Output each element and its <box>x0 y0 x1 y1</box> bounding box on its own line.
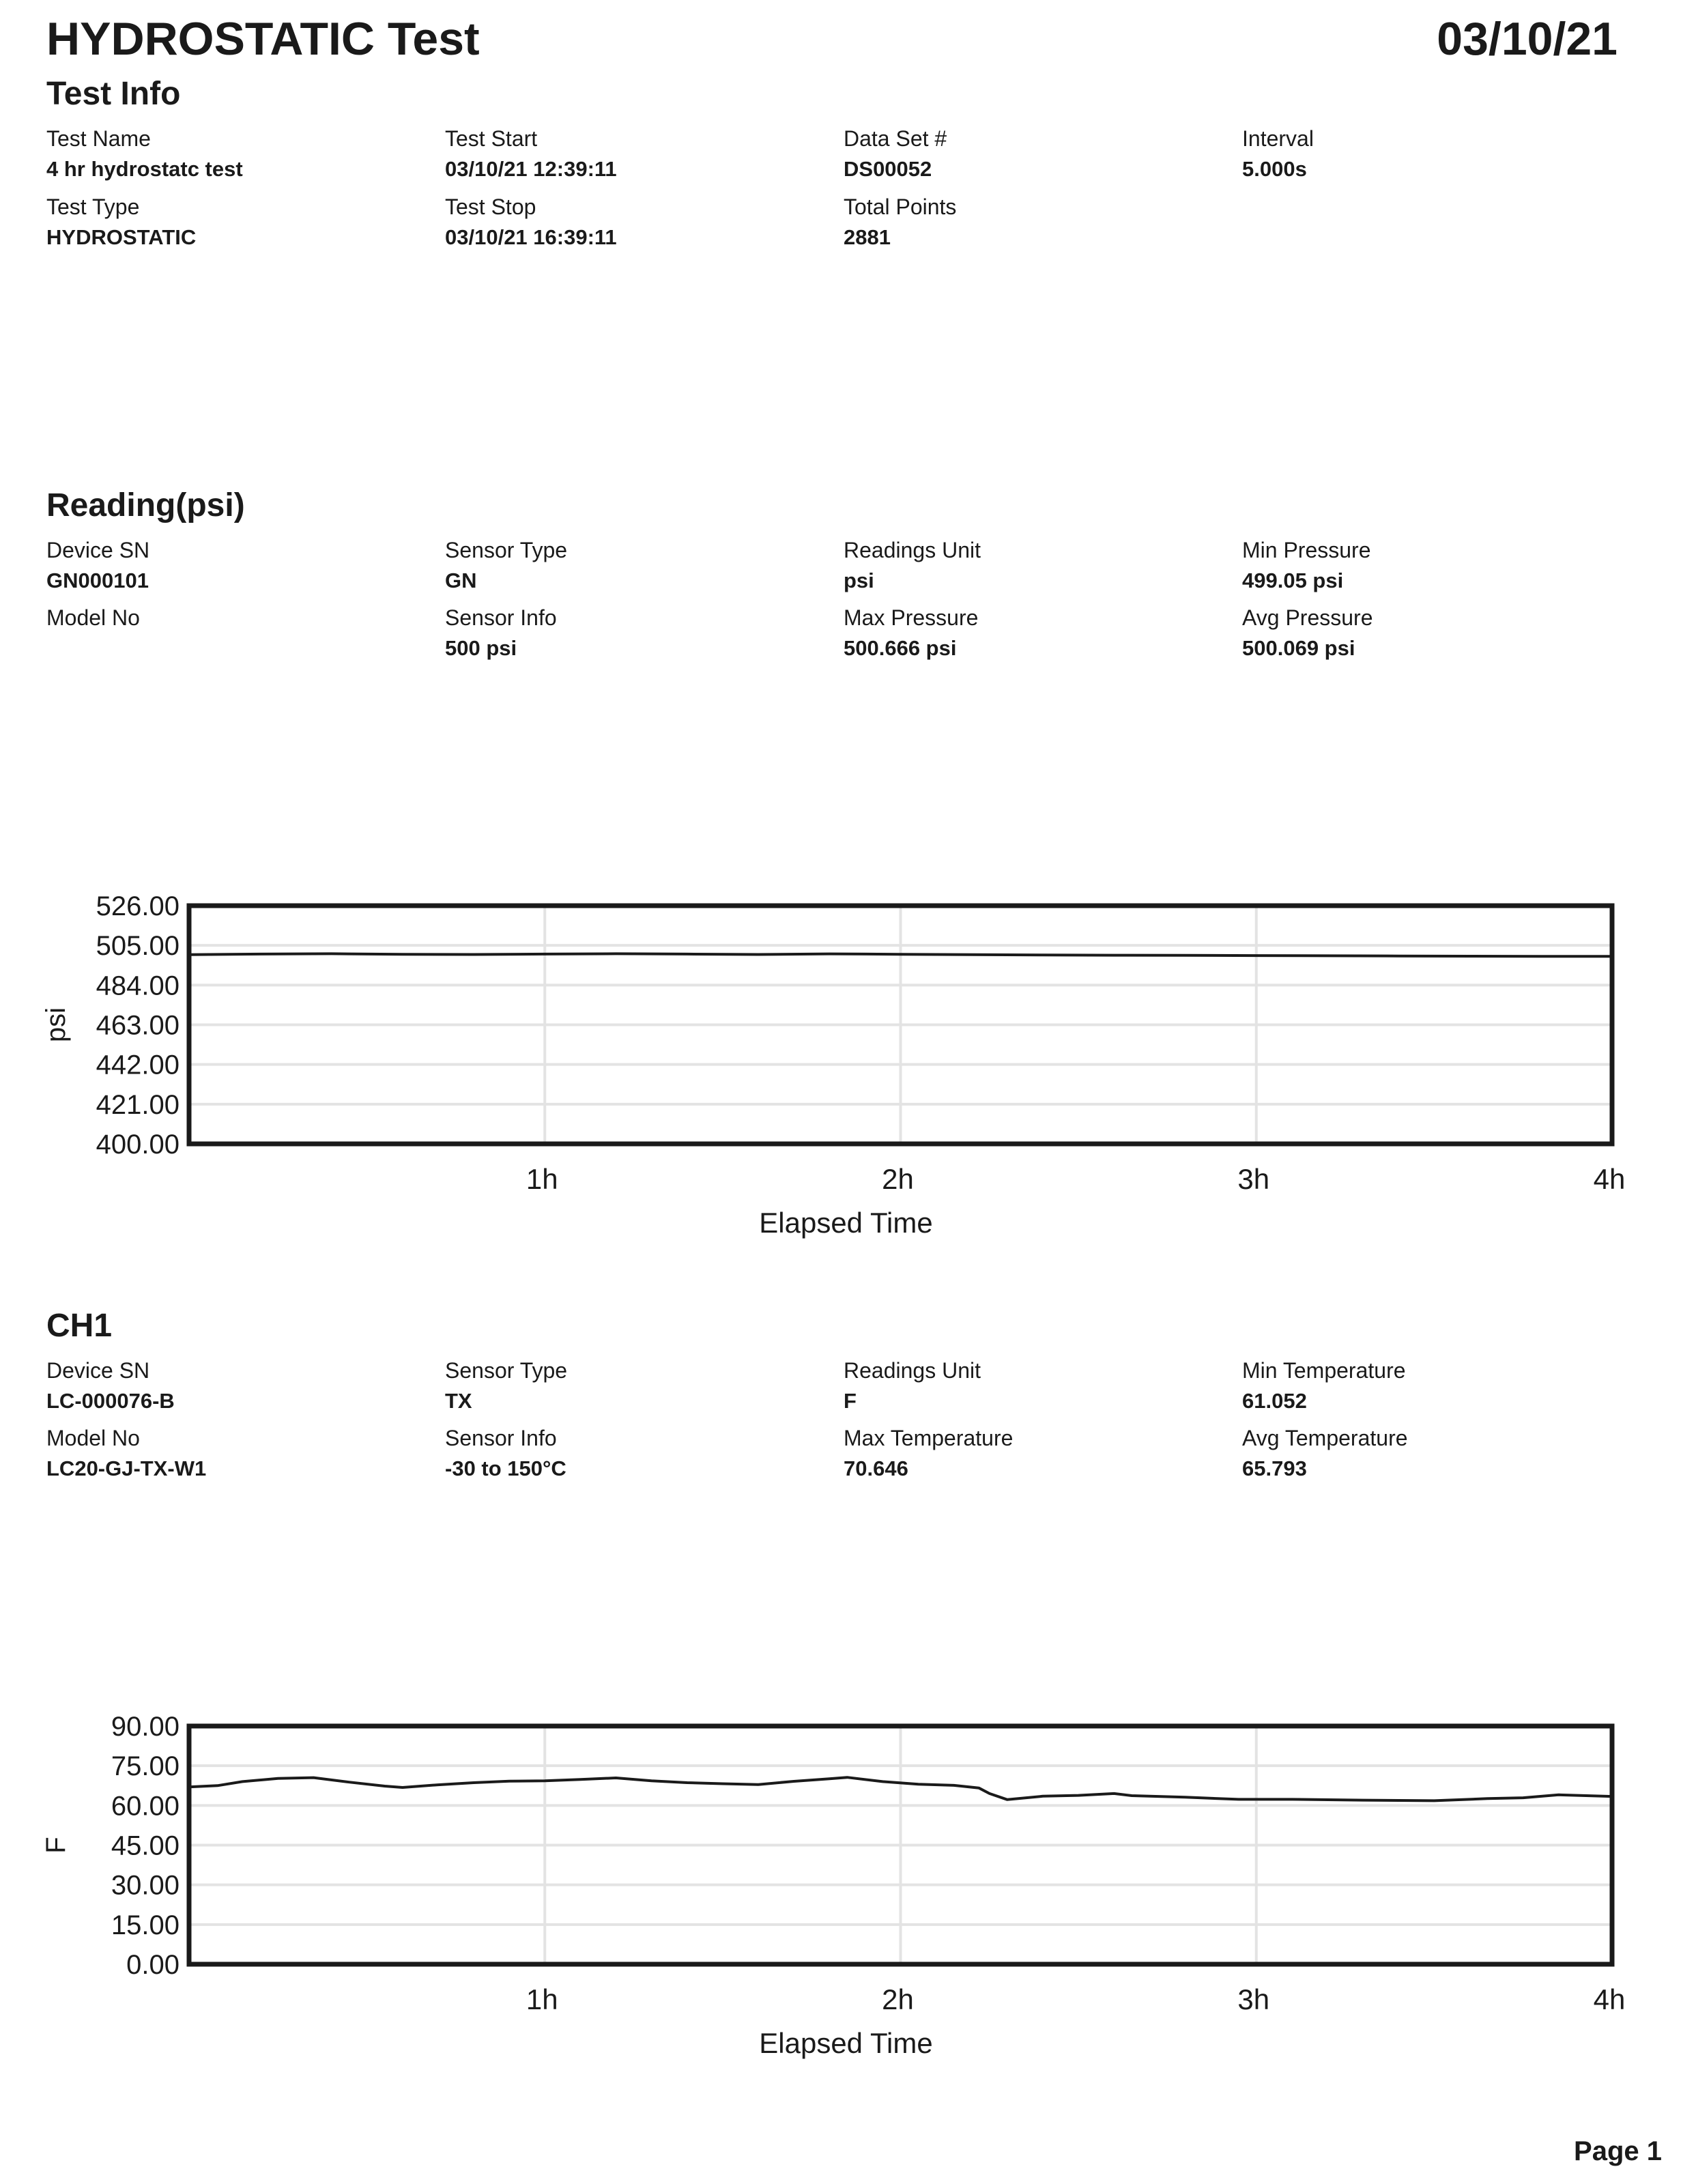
y-tick-label: 505.00 <box>96 931 179 962</box>
field-label-interval: Interval <box>1242 126 1314 151</box>
field-label-min-pressure: Min Pressure <box>1242 538 1371 562</box>
page-number: Page 1 <box>1574 2136 1662 2166</box>
y-tick-label: 75.00 <box>111 1751 179 1782</box>
y-axis-label: F <box>41 1837 71 1854</box>
report-date: 03/10/21 <box>1437 13 1618 65</box>
y-tick-label: 484.00 <box>96 971 179 1001</box>
y-tick-label: 0.00 <box>126 1950 179 1980</box>
field-label-ch1-model-no: Model No <box>46 1426 140 1450</box>
x-axis-label: Elapsed Time <box>759 1207 933 1239</box>
field-label-sensor-type: Sensor Type <box>445 538 568 562</box>
field-label-max-pressure: Max Pressure <box>844 605 979 630</box>
field-label-ch1-sensor-info: Sensor Info <box>445 1426 557 1450</box>
y-axis-label: psi <box>41 1007 71 1043</box>
field-value-ch1-device-sn: LC-000076-B <box>46 1389 175 1413</box>
field-value-max-temperature: 70.646 <box>844 1456 908 1480</box>
y-tick-label: 45.00 <box>111 1830 179 1861</box>
field-value-total-points: 2881 <box>844 225 891 249</box>
field-label-model-no: Model No <box>46 605 140 630</box>
x-tick-label: 3h <box>1237 1163 1270 1195</box>
field-value-readings-unit: psi <box>844 569 874 592</box>
field-label-device-sn: Device SN <box>46 538 150 562</box>
field-value-test-type: HYDROSTATIC <box>46 225 197 249</box>
section-title-reading: Reading(psi) <box>46 487 245 523</box>
x-tick-label: 1h <box>526 1163 558 1195</box>
field-label-total-points: Total Points <box>844 195 957 219</box>
y-tick-label: 15.00 <box>111 1910 179 1940</box>
field-label-sensor-info: Sensor Info <box>445 605 557 630</box>
x-tick-label: 2h <box>882 1983 914 2015</box>
field-value-interval: 5.000s <box>1242 157 1307 181</box>
field-value-min-temperature: 61.052 <box>1242 1389 1307 1413</box>
x-tick-label: 2h <box>882 1163 914 1195</box>
x-axis-label: Elapsed Time <box>759 2027 933 2059</box>
y-tick-label: 526.00 <box>96 891 179 921</box>
field-label-max-temperature: Max Temperature <box>844 1426 1014 1450</box>
field-label-readings-unit: Readings Unit <box>844 538 981 562</box>
field-label-avg-temperature: Avg Temperature <box>1242 1426 1408 1450</box>
field-value-sensor-type: GN <box>445 569 477 592</box>
field-label-data-set: Data Set # <box>844 126 947 151</box>
field-value-test-name: 4 hr hydrostatc test <box>46 157 243 181</box>
y-tick-label: 463.00 <box>96 1010 179 1041</box>
field-value-avg-temperature: 65.793 <box>1242 1456 1307 1480</box>
field-label-ch1-sensor-type: Sensor Type <box>445 1358 568 1383</box>
field-value-ch1-model-no: LC20-GJ-TX-W1 <box>46 1456 207 1480</box>
y-tick-label: 60.00 <box>111 1791 179 1822</box>
x-tick-label: 3h <box>1237 1983 1270 2015</box>
x-tick-label: 4h <box>1593 1163 1626 1195</box>
y-tick-label: 400.00 <box>96 1130 179 1160</box>
field-value-ch1-sensor-info: -30 to 150°C <box>445 1456 566 1480</box>
field-value-device-sn: GN000101 <box>46 569 149 592</box>
field-value-min-pressure: 499.05 psi <box>1242 569 1344 592</box>
field-label-ch1-device-sn: Device SN <box>46 1358 150 1383</box>
field-label-test-start: Test Start <box>445 126 538 151</box>
section-title-ch1: CH1 <box>46 1308 113 1344</box>
field-label-avg-pressure: Avg Pressure <box>1242 605 1373 630</box>
field-label-test-stop: Test Stop <box>445 195 536 219</box>
section-title-test-info: Test Info <box>46 76 181 112</box>
field-value-test-stop: 03/10/21 16:39:11 <box>445 225 617 249</box>
y-tick-label: 421.00 <box>96 1089 179 1120</box>
page-title: HYDROSTATIC Test <box>46 13 480 65</box>
field-label-test-name: Test Name <box>46 126 151 151</box>
field-value-ch1-readings-unit: F <box>844 1389 857 1413</box>
field-label-min-temperature: Min Temperature <box>1242 1358 1406 1383</box>
y-tick-label: 30.00 <box>111 1870 179 1901</box>
field-value-ch1-sensor-type: TX <box>445 1389 472 1413</box>
pressure-chart <box>0 880 1696 1242</box>
field-label-ch1-readings-unit: Readings Unit <box>844 1358 981 1383</box>
y-tick-label: 90.00 <box>111 1712 179 1742</box>
x-tick-label: 1h <box>526 1983 558 2015</box>
field-label-test-type: Test Type <box>46 195 140 219</box>
field-value-max-pressure: 500.666 psi <box>844 636 957 660</box>
y-tick-label: 442.00 <box>96 1050 179 1080</box>
field-value-test-start: 03/10/21 12:39:11 <box>445 157 617 181</box>
x-tick-label: 4h <box>1593 1983 1626 2015</box>
field-value-avg-pressure: 500.069 psi <box>1242 636 1355 660</box>
field-value-data-set: DS00052 <box>844 157 932 181</box>
temperature-chart <box>0 1701 1696 2063</box>
field-value-sensor-info: 500 psi <box>445 636 517 660</box>
